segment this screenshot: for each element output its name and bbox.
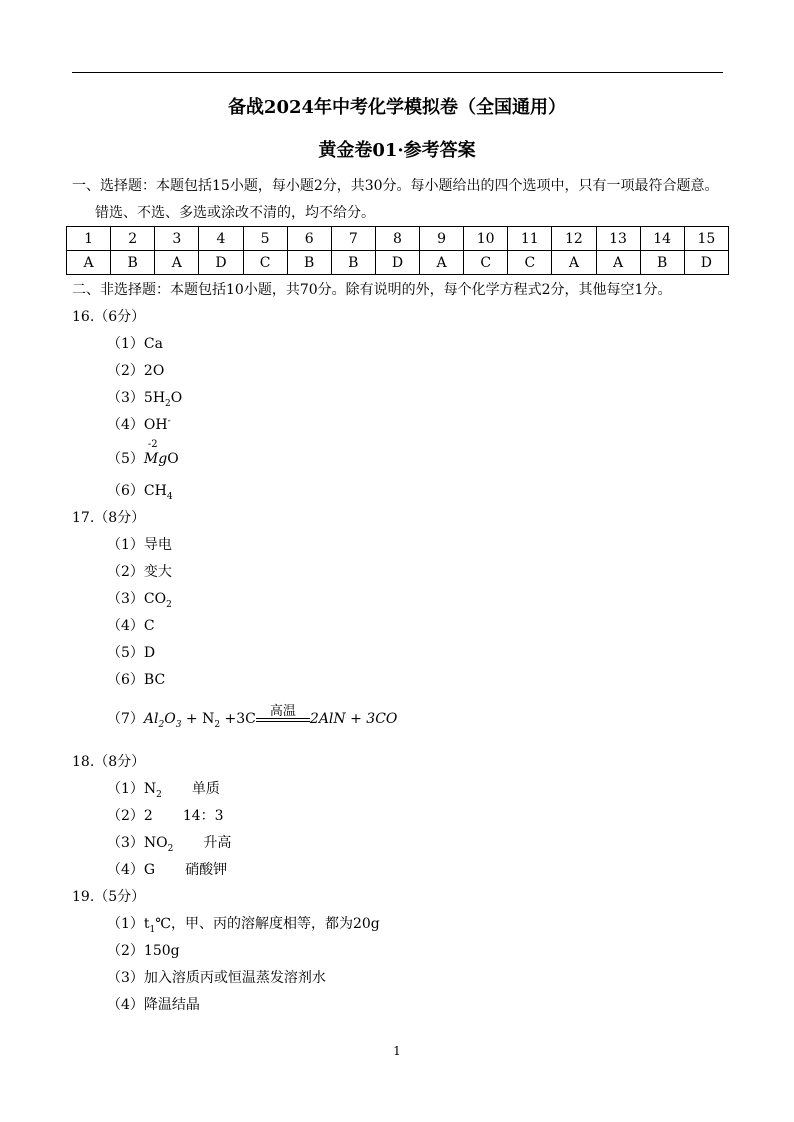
section1-instructions-cont: 错选、不选、多选或涂改不清的，均不给分。: [95, 205, 375, 221]
question-number-cell: 8: [375, 227, 419, 251]
q18-answer-1-text: （1）N: [107, 781, 157, 797]
equation-o: O: [164, 711, 176, 727]
q16-answer-5-valence: -2: [147, 439, 158, 450]
answer-cell: B: [111, 251, 155, 275]
question-number-cell: 2: [111, 227, 155, 251]
question-number-cell: 4: [199, 227, 243, 251]
question-number-cell: 14: [640, 227, 684, 251]
page-subtitle: 黄金卷01·参考答案: [318, 140, 476, 161]
q18-answer-2-second: 14：3: [182, 808, 224, 824]
q16-answer-6-subscript: 4: [166, 491, 173, 502]
equation-products: 2AlN + 3CO: [309, 711, 398, 727]
q19-answer-3: （3）加入溶质丙或恒温蒸发溶剂水: [107, 970, 326, 986]
q17-answer-1: （1）导电: [107, 537, 172, 553]
answer-table-number-row: [67, 227, 729, 251]
q18-answer-4-second: 硝酸钾: [185, 862, 228, 878]
question-number-cell: 5: [243, 227, 287, 251]
q18-answer-1: [107, 778, 220, 800]
question-number-cell: 6: [287, 227, 331, 251]
q16-answer-6-text: （6）CH: [107, 483, 167, 499]
q16-answer-4-text: （4）OH: [107, 417, 168, 433]
answer-cell: A: [552, 251, 596, 275]
reaction-condition: 高温: [269, 704, 296, 719]
q16-answer-5-label: （5）: [107, 451, 144, 467]
q18-answer-3: [107, 832, 231, 854]
section1-instructions: 一、选择题：本题包括15小题，每小题2分，共30分。每小题给出的四个选项中，只有一项最符合题意。: [72, 178, 719, 194]
q18-answer-3-subscript: 2: [167, 843, 174, 854]
equation-al: Al: [143, 711, 159, 727]
q19-answer-1-text-end: ℃，甲、丙的溶解度相等，都为20g: [155, 916, 380, 932]
answer-table-answer-row: [67, 251, 729, 275]
q18-answer-2-first: （2）2: [107, 808, 153, 824]
q18-answer-3-text: （3）NO: [107, 835, 168, 851]
q17-answer-3-text: （3）CO: [107, 591, 167, 607]
q16-answer-4: [107, 414, 171, 434]
equation-n-subscript: 2: [214, 719, 221, 730]
answer-cell: B: [331, 251, 375, 275]
answer-cell: A: [155, 251, 199, 275]
answer-cell: D: [199, 251, 243, 275]
q17-answer-4: （4）C: [107, 618, 155, 634]
q16-answer-3-subscript: 2: [165, 398, 171, 409]
q19-answer-1: [107, 913, 380, 935]
question-number-cell: 9: [420, 227, 464, 251]
q16-answer-5-text-end: O: [167, 451, 179, 467]
question-number-cell: 13: [596, 227, 640, 251]
q18-answer-1-second: 单质: [191, 781, 220, 797]
equation-o-subscript: 3: [175, 719, 182, 730]
question-number-cell: 15: [684, 227, 728, 251]
equation-carbon: +3C: [220, 711, 256, 727]
answer-cell: A: [67, 251, 111, 275]
q19-answer-1-subscript: 1: [149, 924, 156, 935]
question-number-cell: 10: [464, 227, 508, 251]
question-number-cell: 11: [508, 227, 552, 251]
question-number-cell: 1: [67, 227, 111, 251]
q16-answer-4-superscript: -: [167, 416, 171, 427]
q17-answer-3-subscript: 2: [166, 599, 172, 610]
question-number-cell: 12: [552, 227, 596, 251]
section2-instructions: 二、非选择题：本题包括10小题，共70分。除有说明的外，每个化学方程式2分，其他每空1分。: [72, 282, 672, 298]
q18-answer-3-second: 升高: [203, 835, 232, 851]
answer-cell: B: [640, 251, 684, 275]
q18-answer-2: [107, 805, 224, 825]
page-number: 1: [393, 1044, 401, 1058]
header-rule: [72, 72, 723, 73]
question-number-cell: 7: [331, 227, 375, 251]
q16-answer-3-text: （3）5H: [107, 390, 166, 406]
answer-cell: A: [420, 251, 464, 275]
equation-n2: + N: [181, 711, 215, 727]
q16-answer-3-text-end: O: [170, 390, 183, 406]
answer-cell: A: [596, 251, 640, 275]
q17-answer-6: （6）BC: [107, 672, 166, 688]
answer-cell: C: [464, 251, 508, 275]
page-title: 备战2024年中考化学模拟卷（全国通用）: [227, 97, 567, 118]
q16-answer-1: （1）Ca: [107, 336, 163, 352]
q19-heading: 19.（5分）: [72, 889, 146, 905]
q17-answer-3: [107, 588, 172, 610]
reaction-condition-sign: [256, 704, 310, 722]
equation-al-subscript: 2: [158, 719, 165, 730]
q17-answer-7-label: （7）: [107, 711, 144, 727]
answer-cell: C: [243, 251, 287, 275]
q17-heading: 17.（8分）: [72, 510, 146, 526]
q18-answer-1-subscript: 2: [156, 789, 162, 800]
q16-answer-2: （2）2O: [107, 363, 165, 379]
answer-cell: B: [287, 251, 331, 275]
q17-answer-2: （2）变大: [107, 564, 172, 580]
q18-answer-4: [107, 859, 227, 879]
answer-cell: D: [375, 251, 419, 275]
q16-answer-5-element-symbol: Mg: [143, 451, 168, 467]
q19-answer-1-text: （1）t: [107, 916, 150, 932]
q16-answer-5-element: [143, 439, 168, 467]
q18-answer-4-first: （4）G: [107, 862, 156, 878]
q18-heading: 18.（8分）: [72, 754, 146, 770]
q19-answer-2: （2）150g: [107, 943, 180, 959]
q16-answer-5: [107, 439, 179, 468]
q17-answer-7-equation: [107, 704, 398, 730]
q16-heading: 16.（6分）: [72, 309, 146, 325]
answer-cell: D: [684, 251, 728, 275]
q17-answer-5: （5）D: [107, 645, 156, 661]
answer-cell: C: [508, 251, 552, 275]
question-number-cell: 3: [155, 227, 199, 251]
q16-answer-3: [107, 387, 182, 409]
answer-table: [66, 226, 729, 275]
q16-answer-6: [107, 480, 173, 502]
q19-answer-4: （4）降温结晶: [107, 997, 200, 1013]
